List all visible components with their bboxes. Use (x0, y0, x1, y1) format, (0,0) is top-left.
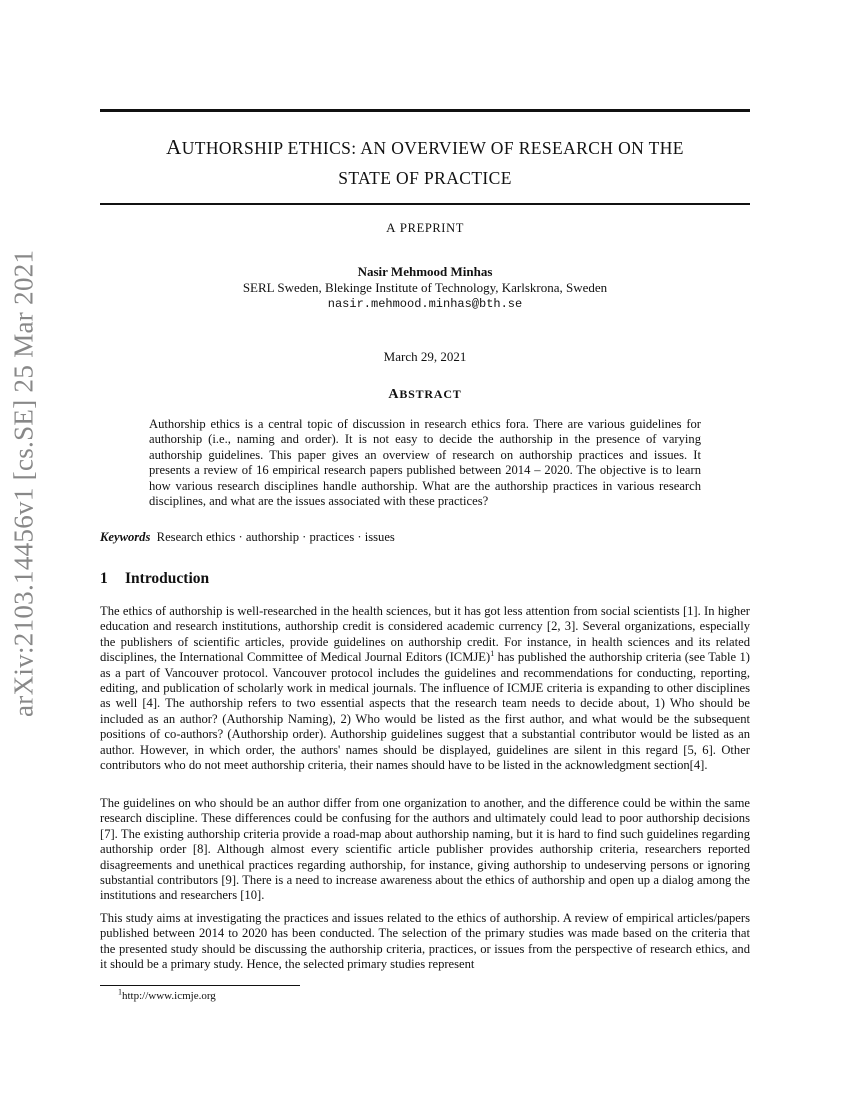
title-top-rule (100, 109, 750, 112)
footnote-rule (100, 985, 300, 986)
preprint-label (100, 220, 750, 236)
title-line-1-rest: UTHORSHIP ETHICS: AN OVERVIEW OF RESEARCH ON THE (181, 138, 684, 158)
author-block (100, 264, 750, 312)
footnote-reference[interactable]: 1 (490, 649, 495, 659)
intro-paragraph-2: The guidelines on who should be an author differ from one organization to another, and the difference could be within the same research discipline. These differences could be confusing for the authors and ultimately could lead to poor authorship decisions [7]. The existing authorship criteria provide a road-map about authorship naming, but it is hard to find such guidelines regarding authorship order [8]. Although almost every scientific article publisher provides authorship criteria, researchers reported disagreements and unethical practices regarding authorship, for instance, giving authorship to undeserving persons or ignoring substantial contributors [9]. There is a need to increase awareness about the ethics of authorship and open up a dialog among the institutions and researchers [10]. (100, 796, 750, 903)
keywords-label: Keywords (100, 530, 151, 544)
title-line-1 (100, 132, 750, 163)
arxiv-sidebar-stamp: arXiv:2103.14456v1 [cs.SE] 25 Mar 2021 (8, 249, 39, 717)
preprint-rest: REPRINT (407, 221, 464, 235)
abstract-text: Authorship ethics is a central topic of discussion in research ethics fora. There are various guidelines for authorship (i.e., naming and order). It is not easy to decide the authorship in the presence of varying authorship guidelines. This paper gives an overview of research on authorship practices and issues. It presents a review of 16 empirical research papers published between 2014 – 2020. The objective is to learn how various research disciplines handle authorship. What are the authorship practices in various research disciplines, and what are the issues associated with these practices? (149, 417, 701, 509)
title-line-2: STATE OF PRACTICE (338, 168, 512, 188)
abstract-heading-rest: BSTRACT (399, 387, 462, 401)
title-bottom-rule (100, 203, 750, 205)
paper-date: March 29, 2021 (383, 349, 467, 364)
preprint-a: A (386, 220, 397, 235)
footnote-marker: 1 (118, 987, 122, 997)
section-heading-introduction (100, 570, 750, 588)
title-initial: A (166, 135, 182, 159)
footnote-link[interactable]: http://www.icmje.org (122, 990, 216, 1002)
keywords-line (100, 530, 750, 545)
author-email[interactable]: nasir.mehmood.minhas@bth.se (327, 297, 523, 311)
footnote (118, 987, 216, 1002)
keywords-text: Research ethics · authorship · practices · issues (156, 530, 395, 544)
author-name: Nasir Mehmood Minhas (357, 264, 493, 279)
section-number: 1 (100, 570, 108, 587)
paragraph-1-part-b: has published the authorship criteria (see Table 1) as a part of Vancouver protocol. Vancouver protocol includes the guidelines and recommendations for conducting, reporting, editing, and publication of scholarly work in medical journals. The influence of ICMJE criteria is expanding to other disciplines as well [4]. The authorship refers to two essential aspects that the research team needs to decide about, 1) Who should be included as an author? (Authorship Naming), 2) Who would be listed as the first author, and what would be the subsequent positions of co-authors? (Authorship order). Authorship guidelines suggest that a substantial contributor would be listed as an author. However, in which order, the authors' names should be displayed, guidelines are silent in this regard [5, 6]. Other contributors who do not meet authorship criteria, their names should have to be listed in the acknowledgment section[4]. (100, 650, 751, 773)
intro-paragraph-3: This study aims at investigating the practices and issues related to the ethics of authorship. A review of empirical articles/papers published between 2014 to 2020 has been conducted. The selection of the primary studies was made based on the criteria that the presented study should be discussing the authorship criteria, practices, or issues from the perspective of research ethics, and it should be a primary study. Hence, the selected primary studies represent (100, 911, 750, 972)
intro-paragraph-1 (100, 604, 750, 773)
paragraph-1-part-a: The ethics of authorship is well-researched in the health sciences, but it has got less attention from social scientists [1]. In higher education and research institutions, authorship credit is considered academic currency [2, 3]. Several organizations, especially the publishers of scientific articles, provide guidelines on authorship credit. For instance, in health sciences and its related disciplines, the International Committee of Medical Journal Editors (ICMJE) (100, 604, 750, 665)
paper-title (100, 132, 750, 193)
section-title: Introduction (125, 570, 210, 587)
preprint-p: P (399, 220, 408, 235)
author-affiliation: SERL Sweden, Blekinge Institute of Technology, Karlskrona, Sweden (242, 280, 608, 295)
abstract-heading-initial: A (388, 387, 400, 402)
abstract-heading (100, 387, 750, 403)
